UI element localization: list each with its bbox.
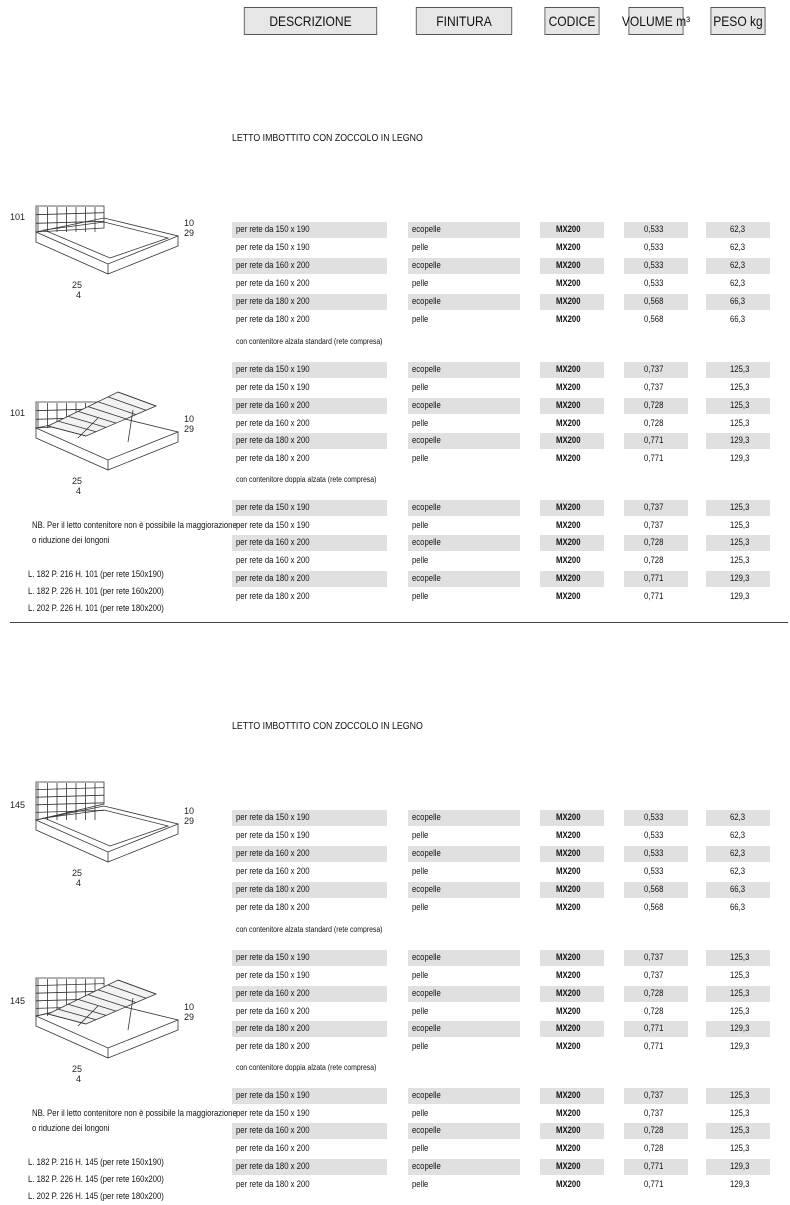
cell-desc: per rete da 180 x 200 <box>236 591 310 601</box>
cell-vol: 0,771 <box>644 1041 664 1051</box>
cell-peso: 125,3 <box>730 364 750 374</box>
cell-vol: 0,737 <box>644 520 664 530</box>
cell-peso: 62,3 <box>730 848 746 858</box>
cell-desc: per rete da 150 x 190 <box>236 242 310 252</box>
header-descrizione: DESCRIZIONE <box>244 7 377 35</box>
cell-desc: per rete da 150 x 190 <box>236 830 310 840</box>
cell-desc: per rete da 180 x 200 <box>236 1179 310 1189</box>
cell-peso: 125,3 <box>730 418 750 428</box>
height-dimension-label: 145 <box>10 996 26 1006</box>
cell-vol: 0,533 <box>644 224 664 234</box>
cell-code: MX200 <box>556 1041 581 1051</box>
cell-peso: 125,3 <box>730 382 750 392</box>
cell-fin: ecopelle <box>412 502 441 512</box>
cell-vol: 0,737 <box>644 952 664 962</box>
group-subtitle: con contenitore doppia alzata (rete compresa) <box>236 1063 377 1072</box>
cell-fin: ecopelle <box>412 988 441 998</box>
cell-code: MX200 <box>556 1161 581 1171</box>
cell-vol: 0,568 <box>644 296 664 306</box>
cell-peso: 125,3 <box>730 555 750 565</box>
table-row <box>232 450 772 468</box>
cell-peso: 125,3 <box>730 952 750 962</box>
cell-peso: 62,3 <box>730 242 746 252</box>
cell-peso: 129,3 <box>730 453 750 463</box>
cell-vol: 0,771 <box>644 1179 664 1189</box>
cell-fin: pelle <box>412 555 429 565</box>
cell-fin: pelle <box>412 242 429 252</box>
cell-vol: 0,771 <box>644 1023 664 1033</box>
cell-peso: 129,3 <box>730 573 750 583</box>
cell-peso: 129,3 <box>730 435 750 445</box>
cell-code: MX200 <box>556 555 581 565</box>
table-row <box>232 1020 772 1038</box>
cell-fin: ecopelle <box>412 1125 441 1135</box>
cell-vol: 0,771 <box>644 435 664 445</box>
header-finitura: FINITURA <box>416 7 512 35</box>
cell-code: MX200 <box>556 902 581 912</box>
cell-desc: per rete da 180 x 200 <box>236 1041 310 1051</box>
cell-peso: 129,3 <box>730 1161 750 1171</box>
cell-fin: ecopelle <box>412 400 441 410</box>
cell-code: MX200 <box>556 400 581 410</box>
base-height-label: 25 <box>72 280 83 290</box>
cell-peso: 125,3 <box>730 537 750 547</box>
table-row <box>232 809 772 827</box>
cell-vol: 0,737 <box>644 1090 664 1100</box>
headboard-depth-label: 10 <box>184 218 195 228</box>
side-height-label: 29 <box>184 816 195 826</box>
side-height-label: 29 <box>184 228 195 238</box>
cell-vol: 0,533 <box>644 866 664 876</box>
table-row <box>232 1003 772 1021</box>
cell-code: MX200 <box>556 1143 581 1153</box>
cell-peso: 125,3 <box>730 970 750 980</box>
cell-peso: 125,3 <box>730 1108 750 1118</box>
note-text: NB. Per il letto contenitore non è possibile la maggiorazione <box>32 1108 237 1118</box>
cell-peso: 129,3 <box>730 1179 750 1189</box>
table-row <box>232 534 772 552</box>
headboard-depth-label: 10 <box>184 806 195 816</box>
cell-fin: pelle <box>412 520 429 530</box>
cell-vol: 0,728 <box>644 555 664 565</box>
cell-peso: 62,3 <box>730 866 746 876</box>
note-text-continued: o riduzione dei longoni <box>32 535 110 545</box>
overall-dimensions: L. 182 P. 216 H. 145 (per rete 150x190) <box>28 1157 164 1167</box>
table-row <box>232 275 772 293</box>
cell-fin: pelle <box>412 314 429 324</box>
cell-vol: 0,771 <box>644 453 664 463</box>
note-text-continued: o riduzione dei longoni <box>32 1123 110 1133</box>
cell-desc: per rete da 160 x 200 <box>236 1125 310 1135</box>
plinth-height-label: 4 <box>76 290 82 300</box>
table-row <box>232 1158 772 1176</box>
bed-drawing <box>8 780 218 895</box>
cell-desc: per rete da 150 x 190 <box>236 224 310 234</box>
cell-desc: per rete da 180 x 200 <box>236 453 310 463</box>
cell-peso: 129,3 <box>730 1041 750 1051</box>
table-row <box>232 845 772 863</box>
cell-fin: ecopelle <box>412 296 441 306</box>
group-subtitle: con contenitore alzata standard (rete compresa) <box>236 925 383 934</box>
cell-fin: pelle <box>412 1041 429 1051</box>
table-row <box>232 221 772 239</box>
plinth-height-label: 4 <box>76 1074 82 1084</box>
cell-desc: per rete da 160 x 200 <box>236 848 310 858</box>
cell-vol: 0,771 <box>644 1161 664 1171</box>
cell-code: MX200 <box>556 418 581 428</box>
cell-code: MX200 <box>556 866 581 876</box>
cell-code: MX200 <box>556 314 581 324</box>
group-subtitle: con contenitore alzata standard (rete compresa) <box>236 337 383 346</box>
cell-desc: per rete da 160 x 200 <box>236 1143 310 1153</box>
cell-desc: per rete da 180 x 200 <box>236 1023 310 1033</box>
cell-fin: ecopelle <box>412 537 441 547</box>
cell-peso: 62,3 <box>730 278 746 288</box>
cell-code: MX200 <box>556 537 581 547</box>
height-dimension-label: 101 <box>10 408 26 418</box>
table-row <box>232 863 772 881</box>
cell-desc: per rete da 150 x 190 <box>236 812 310 822</box>
table-row <box>232 1105 772 1123</box>
cell-peso: 125,3 <box>730 400 750 410</box>
table-row <box>232 239 772 257</box>
base-height-label: 25 <box>72 868 83 878</box>
cell-desc: per rete da 160 x 200 <box>236 418 310 428</box>
cell-code: MX200 <box>556 1090 581 1100</box>
cell-fin: ecopelle <box>412 435 441 445</box>
cell-fin: pelle <box>412 453 429 463</box>
table-row <box>232 1087 772 1105</box>
table-row <box>232 311 772 329</box>
cell-fin: pelle <box>412 278 429 288</box>
cell-peso: 62,3 <box>730 224 746 234</box>
cell-vol: 0,728 <box>644 1143 664 1153</box>
bed-drawing <box>8 192 218 307</box>
cell-vol: 0,568 <box>644 884 664 894</box>
table-row <box>232 1176 772 1194</box>
cell-fin: pelle <box>412 382 429 392</box>
base-height-label: 25 <box>72 476 83 486</box>
cell-code: MX200 <box>556 1108 581 1118</box>
cell-fin: ecopelle <box>412 952 441 962</box>
table-row <box>232 379 772 397</box>
cell-vol: 0,533 <box>644 812 664 822</box>
cell-vol: 0,568 <box>644 902 664 912</box>
cell-desc: per rete da 150 x 190 <box>236 364 310 374</box>
cell-fin: pelle <box>412 830 429 840</box>
cell-code: MX200 <box>556 364 581 374</box>
overall-dimensions: L. 202 P. 226 H. 101 (per rete 180x200) <box>28 603 164 613</box>
cell-vol: 0,728 <box>644 988 664 998</box>
table-row <box>232 257 772 275</box>
cell-fin: pelle <box>412 1006 429 1016</box>
headboard-depth-label: 10 <box>184 414 195 424</box>
overall-dimensions: L. 182 P. 226 H. 101 (per rete 160x200) <box>28 586 164 596</box>
cell-vol: 0,568 <box>644 314 664 324</box>
table-row <box>232 967 772 985</box>
table-row <box>232 397 772 415</box>
table-row <box>232 985 772 1003</box>
cell-code: MX200 <box>556 435 581 445</box>
side-height-label: 29 <box>184 1012 195 1022</box>
cell-code: MX200 <box>556 591 581 601</box>
cell-vol: 0,533 <box>644 848 664 858</box>
table-row <box>232 293 772 311</box>
cell-vol: 0,728 <box>644 400 664 410</box>
cell-vol: 0,737 <box>644 502 664 512</box>
table-row <box>232 1122 772 1140</box>
cell-peso: 129,3 <box>730 591 750 601</box>
cell-peso: 125,3 <box>730 502 750 512</box>
cell-code: MX200 <box>556 260 581 270</box>
cell-fin: ecopelle <box>412 1161 441 1171</box>
table-row <box>232 1038 772 1056</box>
cell-fin: pelle <box>412 1108 429 1118</box>
cell-vol: 0,728 <box>644 1006 664 1016</box>
cell-desc: per rete da 160 x 200 <box>236 866 310 876</box>
cell-desc: per rete da 160 x 200 <box>236 537 310 547</box>
cell-code: MX200 <box>556 988 581 998</box>
bed-drawing-storage <box>8 388 218 503</box>
height-dimension-label: 101 <box>10 212 26 222</box>
table-row <box>232 1140 772 1158</box>
cell-desc: per rete da 160 x 200 <box>236 1006 310 1016</box>
cell-vol: 0,533 <box>644 242 664 252</box>
cell-peso: 129,3 <box>730 1023 750 1033</box>
cell-code: MX200 <box>556 520 581 530</box>
cell-vol: 0,533 <box>644 260 664 270</box>
cell-code: MX200 <box>556 502 581 512</box>
bed-drawing-storage <box>8 976 218 1091</box>
cell-vol: 0,737 <box>644 970 664 980</box>
cell-desc: per rete da 180 x 200 <box>236 902 310 912</box>
cell-peso: 66,3 <box>730 902 746 912</box>
cell-vol: 0,737 <box>644 364 664 374</box>
cell-desc: per rete da 160 x 200 <box>236 278 310 288</box>
cell-code: MX200 <box>556 296 581 306</box>
cell-desc: per rete da 180 x 200 <box>236 884 310 894</box>
side-height-label: 29 <box>184 424 195 434</box>
cell-vol: 0,533 <box>644 278 664 288</box>
cell-code: MX200 <box>556 224 581 234</box>
cell-vol: 0,533 <box>644 830 664 840</box>
cell-vol: 0,737 <box>644 382 664 392</box>
overall-dimensions: L. 182 P. 216 H. 101 (per rete 150x190) <box>28 569 164 579</box>
cell-vol: 0,728 <box>644 418 664 428</box>
cell-vol: 0,737 <box>644 1108 664 1118</box>
cell-desc: per rete da 150 x 190 <box>236 1090 310 1100</box>
cell-peso: 125,3 <box>730 1125 750 1135</box>
cell-peso: 62,3 <box>730 260 746 270</box>
cell-peso: 62,3 <box>730 830 746 840</box>
cell-peso: 125,3 <box>730 1006 750 1016</box>
cell-fin: ecopelle <box>412 364 441 374</box>
table-row <box>232 881 772 899</box>
cell-vol: 0,771 <box>644 573 664 583</box>
cell-desc: per rete da 150 x 190 <box>236 952 310 962</box>
cell-fin: pelle <box>412 1179 429 1189</box>
cell-peso: 125,3 <box>730 988 750 998</box>
cell-fin: ecopelle <box>412 260 441 270</box>
table-row <box>232 499 772 517</box>
cell-desc: per rete da 180 x 200 <box>236 296 310 306</box>
cell-desc: per rete da 150 x 190 <box>236 520 310 530</box>
table-row <box>232 827 772 845</box>
cell-vol: 0,728 <box>644 1125 664 1135</box>
group-subtitle: con contenitore doppia alzata (rete compresa) <box>236 475 377 484</box>
header-codice: CODICE <box>544 7 599 35</box>
cell-desc: per rete da 180 x 200 <box>236 314 310 324</box>
cell-vol: 0,771 <box>644 591 664 601</box>
cell-code: MX200 <box>556 1179 581 1189</box>
section-title: LETTO IMBOTTITO CON ZOCCOLO IN LEGNO <box>232 721 423 732</box>
cell-desc: per rete da 150 x 190 <box>236 970 310 980</box>
table-row <box>232 415 772 433</box>
cell-desc: per rete da 180 x 200 <box>236 1161 310 1171</box>
table-row <box>232 570 772 588</box>
cell-fin: ecopelle <box>412 812 441 822</box>
cell-fin: ecopelle <box>412 1090 441 1100</box>
headboard-depth-label: 10 <box>184 1002 195 1012</box>
cell-code: MX200 <box>556 848 581 858</box>
cell-code: MX200 <box>556 573 581 583</box>
cell-desc: per rete da 180 x 200 <box>236 573 310 583</box>
cell-fin: pelle <box>412 1143 429 1153</box>
header-volume: VOLUME m³ <box>628 7 683 35</box>
cell-fin: pelle <box>412 418 429 428</box>
cell-code: MX200 <box>556 1125 581 1135</box>
cell-desc: per rete da 160 x 200 <box>236 555 310 565</box>
cell-peso: 62,3 <box>730 812 746 822</box>
note-text: NB. Per il letto contenitore non è possibile la maggiorazione <box>32 520 237 530</box>
cell-peso: 66,3 <box>730 314 746 324</box>
cell-code: MX200 <box>556 382 581 392</box>
table-row <box>232 588 772 606</box>
cell-fin: ecopelle <box>412 884 441 894</box>
table-row <box>232 949 772 967</box>
cell-desc: per rete da 180 x 200 <box>236 435 310 445</box>
cell-code: MX200 <box>556 1006 581 1016</box>
cell-code: MX200 <box>556 884 581 894</box>
overall-dimensions: L. 182 P. 226 H. 145 (per rete 160x200) <box>28 1174 164 1184</box>
cell-desc: per rete da 160 x 200 <box>236 260 310 270</box>
cell-desc: per rete da 150 x 190 <box>236 382 310 392</box>
cell-code: MX200 <box>556 970 581 980</box>
table-row <box>232 552 772 570</box>
cell-code: MX200 <box>556 242 581 252</box>
cell-fin: pelle <box>412 591 429 601</box>
cell-code: MX200 <box>556 1023 581 1033</box>
table-row <box>232 432 772 450</box>
cell-vol: 0,728 <box>644 537 664 547</box>
section-divider <box>10 622 788 623</box>
cell-code: MX200 <box>556 830 581 840</box>
plinth-height-label: 4 <box>76 878 82 888</box>
cell-fin: ecopelle <box>412 224 441 234</box>
height-dimension-label: 145 <box>10 800 26 810</box>
table-row <box>232 517 772 535</box>
cell-desc: per rete da 160 x 200 <box>236 988 310 998</box>
cell-fin: ecopelle <box>412 848 441 858</box>
cell-fin: pelle <box>412 866 429 876</box>
overall-dimensions: L. 202 P. 226 H. 145 (per rete 180x200) <box>28 1191 164 1201</box>
section-title: LETTO IMBOTTITO CON ZOCCOLO IN LEGNO <box>232 133 423 144</box>
table-row <box>232 899 772 917</box>
cell-desc: per rete da 150 x 190 <box>236 1108 310 1118</box>
cell-peso: 66,3 <box>730 884 746 894</box>
cell-peso: 125,3 <box>730 1090 750 1100</box>
cell-code: MX200 <box>556 278 581 288</box>
cell-peso: 125,3 <box>730 520 750 530</box>
plinth-height-label: 4 <box>76 486 82 496</box>
cell-desc: per rete da 160 x 200 <box>236 400 310 410</box>
cell-code: MX200 <box>556 453 581 463</box>
cell-code: MX200 <box>556 812 581 822</box>
cell-desc: per rete da 150 x 190 <box>236 502 310 512</box>
cell-fin: ecopelle <box>412 573 441 583</box>
cell-fin: ecopelle <box>412 1023 441 1033</box>
cell-fin: pelle <box>412 902 429 912</box>
base-height-label: 25 <box>72 1064 83 1074</box>
table-row <box>232 361 772 379</box>
header-peso: PESO kg <box>710 7 765 35</box>
cell-fin: pelle <box>412 970 429 980</box>
cell-code: MX200 <box>556 952 581 962</box>
cell-peso: 66,3 <box>730 296 746 306</box>
cell-peso: 125,3 <box>730 1143 750 1153</box>
